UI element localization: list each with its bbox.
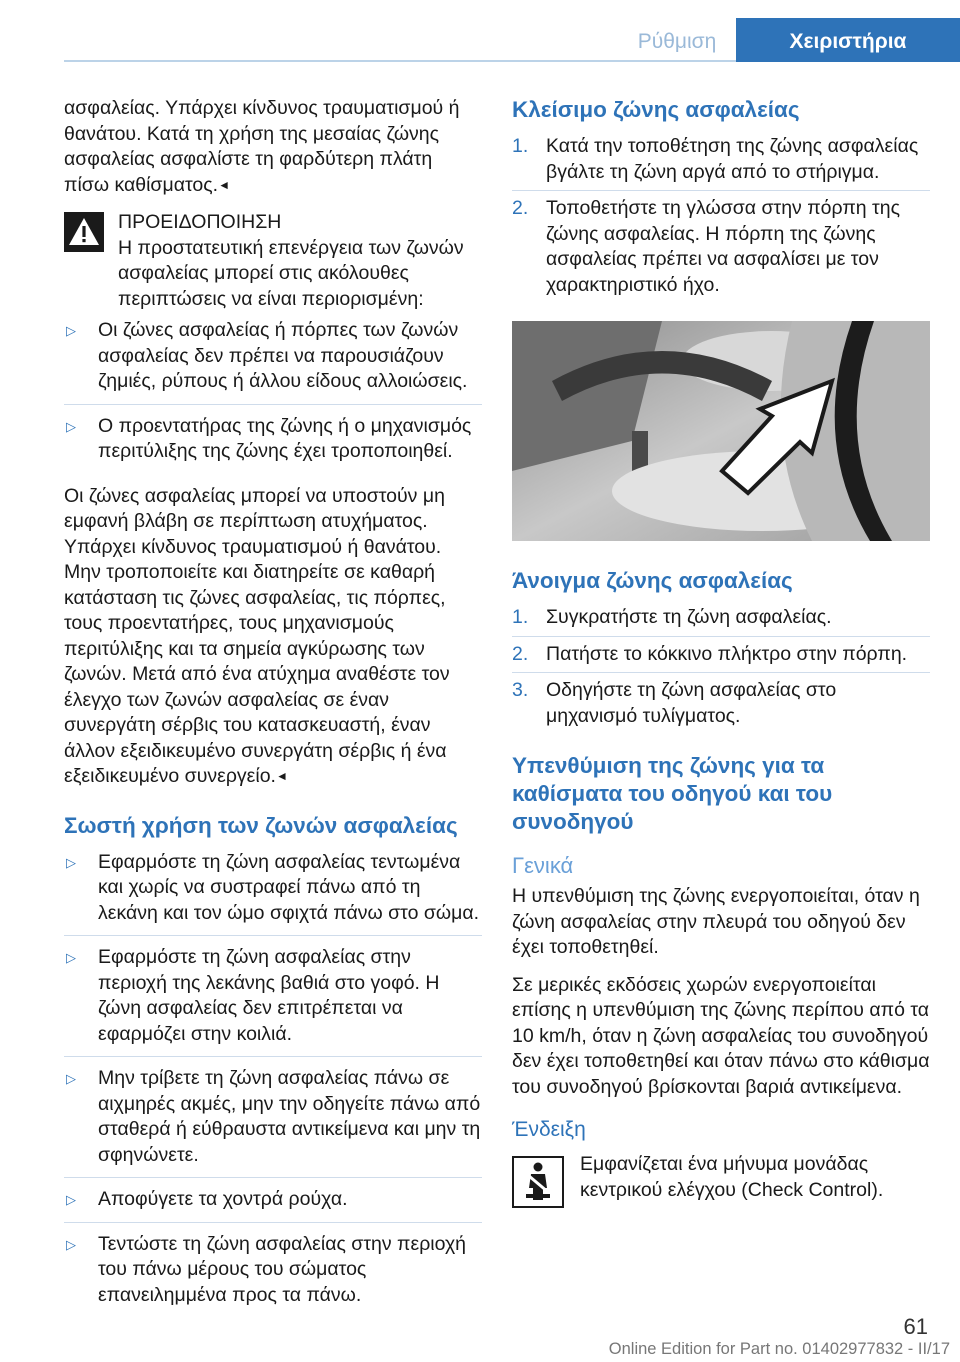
end-mark-icon: ◄ [218,177,230,192]
step-number: 1. [512,606,529,628]
step-number: 2. [512,642,529,665]
tab-settings[interactable]: Ρύθμιση [637,30,717,53]
warning-paragraph: Οι ζώνες ασφαλείας μπορεί να υποστούν μη εμφανή βλάβη σε περίπτωση ατυχήματος. Υπάρχει κίνδυνος τραυματισμού ή θανάτου. Μην τροποποιείτε και διατηρείτε σε καθαρή κατάσταση τις ζώνες ασφαλείας, τις πόρπες, τους προεντατήρες, τους μηχανισμούς περιτύλιξης και τα σημεία αγκύρωσης των ζωνών. Μετά από ένα ατύχημα αναθέστε τον έλεγχο των ζωνών ασφαλείας σε έναν συνεργάτη σέρβις του κατασκευαστή, έναν άλλον εξειδικευμένο συνεργάτη σέρβις ή ένα εξειδικευμένο συνεργείο.◄ [64,484,450,787]
right-column [512,96,930,1212]
warning-icon [64,212,104,252]
left-column [64,96,482,1327]
bullet-icon: ▷ [66,418,76,434]
close-steps-list [512,134,930,303]
list-item: 1. Συγκρατήστε τη ζώνη ασφαλείας. [512,605,930,637]
heading-close-belt: Κλείσιμο ζώνης ασφαλείας [512,97,800,122]
list-item: ▷ Αποφύγετε τα χοντρά ρούχα. [64,1187,482,1223]
correct-use-list [64,850,482,1318]
bullet-icon: ▷ [66,854,76,870]
bullet-icon: ▷ [66,1236,76,1252]
indication-block [512,1152,930,1212]
heading-belt-reminder: Υπενθύμιση της ζώνης για τα καθίσματα του οδηγού και του συνοδηγού [512,753,833,834]
heading-correct-use: Σωστή χρήση των ζωνών ασφαλείας [64,812,458,838]
open-steps-list [512,605,930,734]
seatbelt-photo [512,321,930,541]
end-mark-icon: ◄ [275,769,288,783]
list-item: ▷ Τεντώστε τη ζώνη ασφαλείας στην περιοχή του πάνω μέρους του σώματος επανειλημμένα προς τα πάνω. [66,1232,467,1306]
list-item: 2. Τοποθετήστε τη γλώσσα στην πόρπη της ζώνης ασφαλείας. Η πόρπη της ζώνης ασφαλείας πρέπει να ασφαλίσει με τον χαρακτηριστικό ήχο. [512,197,900,296]
warning-block [64,210,482,312]
step-number: 3. [512,679,529,701]
list-item: ▷ Οι ζώνες ασφαλείας ή πόρπες των ζωνών ασφαλείας δεν πρέπει να παρουσιάζουν ζημιές, ρύπους ή άλλου είδους αλλοιώσεις. [64,318,482,405]
seatbelt-warning-icon [512,1156,564,1208]
warning-lead: Η προστατευτική επενέργεια των ζωνών ασφαλείας μπορεί στις ακόλουθες περιπτώσεις να είναι περιορισμένη: [118,236,464,310]
reminder-paragraph-2: Σε μερικές εκδόσεις χωρών ενεργοποιείται επίσης η υπενθύμιση της ζώνης περίπου από τα 10 km/h, όταν η ζώνη ασφαλείας του συνοδηγού δεν έχει τοποθετηθεί και όταν πάνω στο κάθισμα του συνοδηγού βρίσκονται βαριά αντικείμενα. [512,973,930,1098]
bullet-icon: ▷ [66,950,76,965]
list-item: 3. Οδηγήστε τη ζώνη ασφαλείας στο μηχανισμό τυλίγματος. [512,679,837,727]
list-item: ▷ Ο προεντατήρας της ζώνης ή ο μηχανισμός περιτύλιξης της ζώνης έχει τροποποιηθεί. [66,414,472,462]
intro-paragraph: ασφαλείας. Υπάρχει κίνδυνος τραυματισμού ή θανάτου. Κατά τη χρήση της μεσαίας ζώνης ασφαλείας ασφαλίστε τη φαρδύτερη πλάτη πίσω καθίσματος.◄ [64,97,460,196]
list-item: ▷ Εφαρμόστε τη ζώνη ασφαλείας τεντωμένα και χωρίς να συστραφεί πάνω από τη λεκάνη και τον ώμο σφιχτά πάνω στο σώμα. [64,850,482,937]
bullet-icon: ▷ [66,323,76,338]
warning-title: ΠΡΟΕΙΔΟΠΟΙΗΣΗ [118,211,282,233]
list-item: ▷ Μην τρίβετε τη ζώνη ασφαλείας πάνω σε αιχμηρές ακμές, μην την οδηγείτε πάνω από σταθερά ή εύθραυστα αντικείμενα και μην τη σφηνώνετε. [64,1066,482,1178]
edition-footer: Online Edition for Part no. 01402977832 - II/17 [608,1340,950,1358]
list-item: 2. Πατήστε το κόκκινο πλήκτρο στην πόρπη. [512,642,930,674]
bullet-icon: ▷ [66,1071,76,1086]
tab-controls[interactable]: Χειριστήρια [736,18,960,62]
warning-bullet-list [64,318,482,474]
reminder-paragraph-1: Η υπενθύμιση της ζώνης ενεργοποιείται, όταν η ζώνη ασφαλείας στην πλευρά του οδηγού δεν έχει τοποθετηθεί. [512,885,920,958]
bullet-icon: ▷ [66,1192,76,1207]
subheading-indication: Ένδειξη [512,1118,586,1141]
subheading-general: Γενικά [512,853,574,878]
heading-open-belt: Άνοιγμα ζώνης ασφαλείας [512,568,793,593]
page-number: 61 [903,1314,928,1339]
indication-text: Εμφανίζεται ένα μήνυμα μονάδας κεντρικού ελέγχου (Check Control). [580,1153,884,1201]
step-number: 2. [512,197,529,219]
step-number: 1. [512,135,529,157]
list-item: 1. Κατά την τοποθέτηση της ζώνης ασφαλείας βγάλτε τη ζώνη αργά από το στήριγμα. [512,134,930,191]
list-item: ▷ Εφαρμόστε τη ζώνη ασφαλείας στην περιοχή της λεκάνης βαθιά στο γοφό. Η ζώνη ασφαλείας δεν επιτρέπεται να εφαρμόζει στην κοιλιά. [64,945,482,1057]
